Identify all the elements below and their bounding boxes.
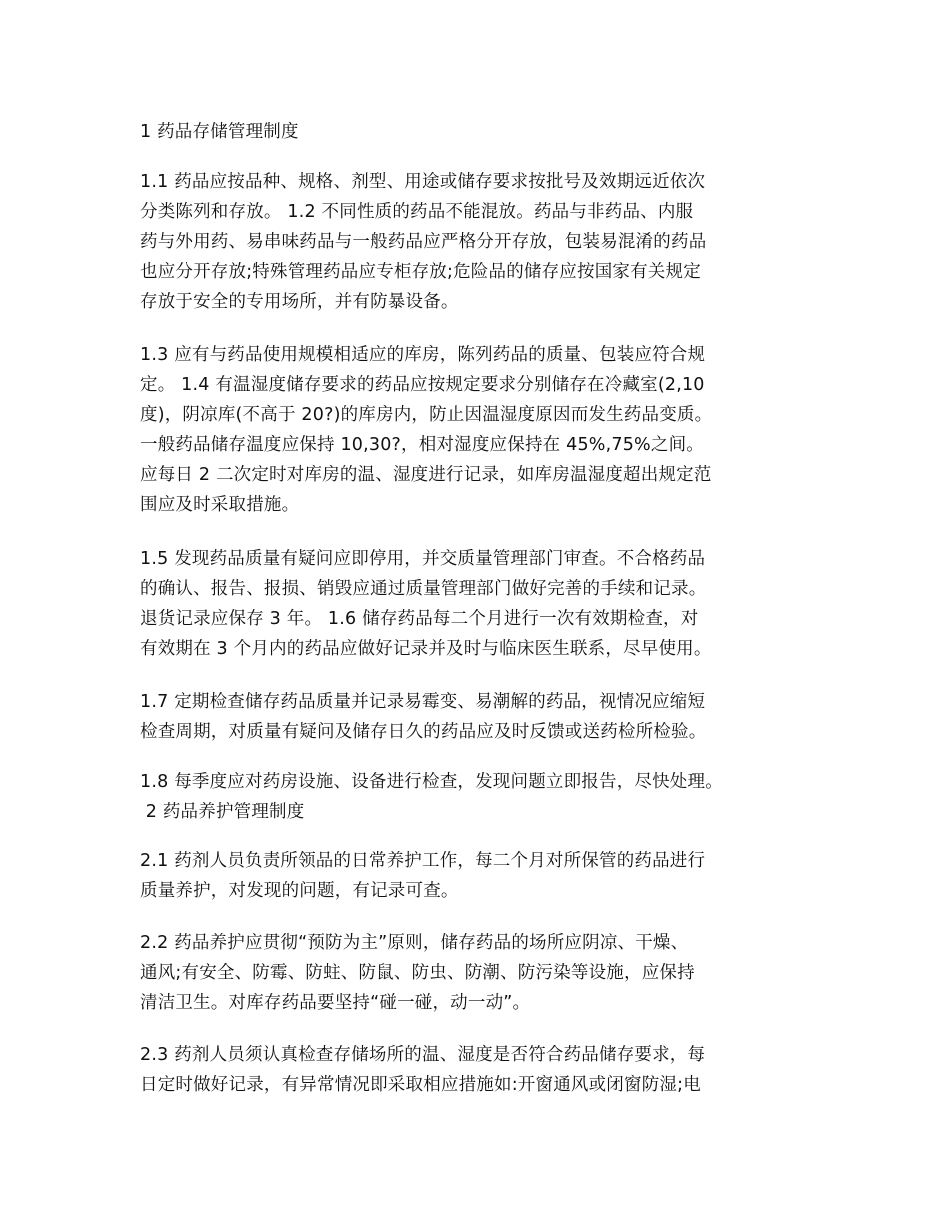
- text-line: 的确认、报告、报损、销毁应通过质量管理部门做好完善的手续和记录。: [140, 579, 707, 599]
- text-line: 1.7 定期检查储存药品质量并记录易霉变、易潮解的药品，视情况应缩短: [140, 692, 706, 712]
- paragraph-1-1: [140, 167, 840, 317]
- text-line: 存放于安全的专用场所，并有防暴设备。: [140, 292, 459, 312]
- text-line: 1.1 药品应按品种、规格、剂型、用途或储存要求按批号及效期远近依次: [140, 172, 706, 192]
- text-line: 度)，阴凉库(不高于 20?)的库房内，防止因温湿度原因而发生药品变质。: [140, 405, 713, 425]
- paragraph-2-2: [140, 928, 840, 1018]
- text-line: 1.5 发现药品质量有疑问应即停用，并交质量管理部门审查。不合格药品: [140, 549, 706, 569]
- text-line: 退货记录应保存 3 年。 1.6 储存药品每二个月进行一次有效期检查，对: [140, 609, 699, 629]
- text-line: 应每日 2 二次定时对库房的温、湿度进行记录，如库房温湿度超出规定范: [140, 465, 712, 485]
- text-line: 1.8 每季度应对药房设施、设备进行检查，发现问题立即报告，尽快处理。: [140, 772, 723, 792]
- paragraph-1-5: [140, 544, 840, 664]
- text-line: 2.2 药品养护应贯彻“预防为主”原则，储存药品的场所应阴凉、干燥、: [140, 933, 689, 953]
- paragraph-1-3: [140, 340, 840, 520]
- paragraph-2-3: [140, 1040, 840, 1100]
- paragraph-2-1: [140, 846, 840, 906]
- text-line: 围应及时采取措施。: [140, 495, 300, 515]
- paragraph-1-7: [140, 687, 840, 747]
- text-line: 质量养护，对发现的问题，有记录可查。: [140, 881, 459, 901]
- text-line: 也应分开存放;特殊管理药品应专柜存放;危险品的储存应按国家有关规定: [140, 262, 701, 282]
- text-line: 1 药品存储管理制度: [140, 122, 299, 142]
- heading-section-1: [140, 117, 840, 147]
- text-line: 药与外用药、易串味药品与一般药品应严格分开存放，包装易混淆的药品: [140, 232, 707, 252]
- text-line: 日定时做好记录，有异常情况即采取相应措施如:开窗通风或闭窗防湿;电: [140, 1075, 701, 1095]
- text-line: 2.1 药剂人员负责所领品的日常养护工作，每二个月对所保管的药品进行: [140, 851, 706, 871]
- text-line: 通风;有安全、防霉、防蛀、防鼠、防虫、防潮、防污染等设施，应保持: [140, 963, 695, 983]
- heading-section-2: 2 药品养护管理制度: [140, 802, 305, 822]
- text-line: 分类陈列和存放。 1.2 不同性质的药品不能混放。药品与非药品、内服: [140, 202, 694, 222]
- paragraph-1-8: [140, 767, 840, 827]
- text-line: 检查周期，对质量有疑问及储存日久的药品应及时反馈或送药检所检验。: [140, 722, 707, 742]
- text-line: 一般药品储存温度应保持 10,30?，相对湿度应保持在 45%,75%之间。: [140, 435, 704, 455]
- text-line: 有效期在 3 个月内的药品应做好记录并及时与临床医生联系，尽早使用。: [140, 639, 712, 659]
- text-line: 1.3 应有与药品使用规模相适应的库房，陈列药品的质量、包装应符合规: [140, 345, 706, 365]
- text-line: 定。 1.4 有温湿度储存要求的药品应按规定要求分别储存在冷藏室(2,10: [140, 375, 705, 395]
- text-line: 2.3 药剂人员须认真检查存储场所的温、湿度是否符合药品储存要求，每: [140, 1045, 706, 1065]
- text-line: 清洁卫生。对库存药品要坚持“碰一碰，动一动”。: [140, 993, 531, 1013]
